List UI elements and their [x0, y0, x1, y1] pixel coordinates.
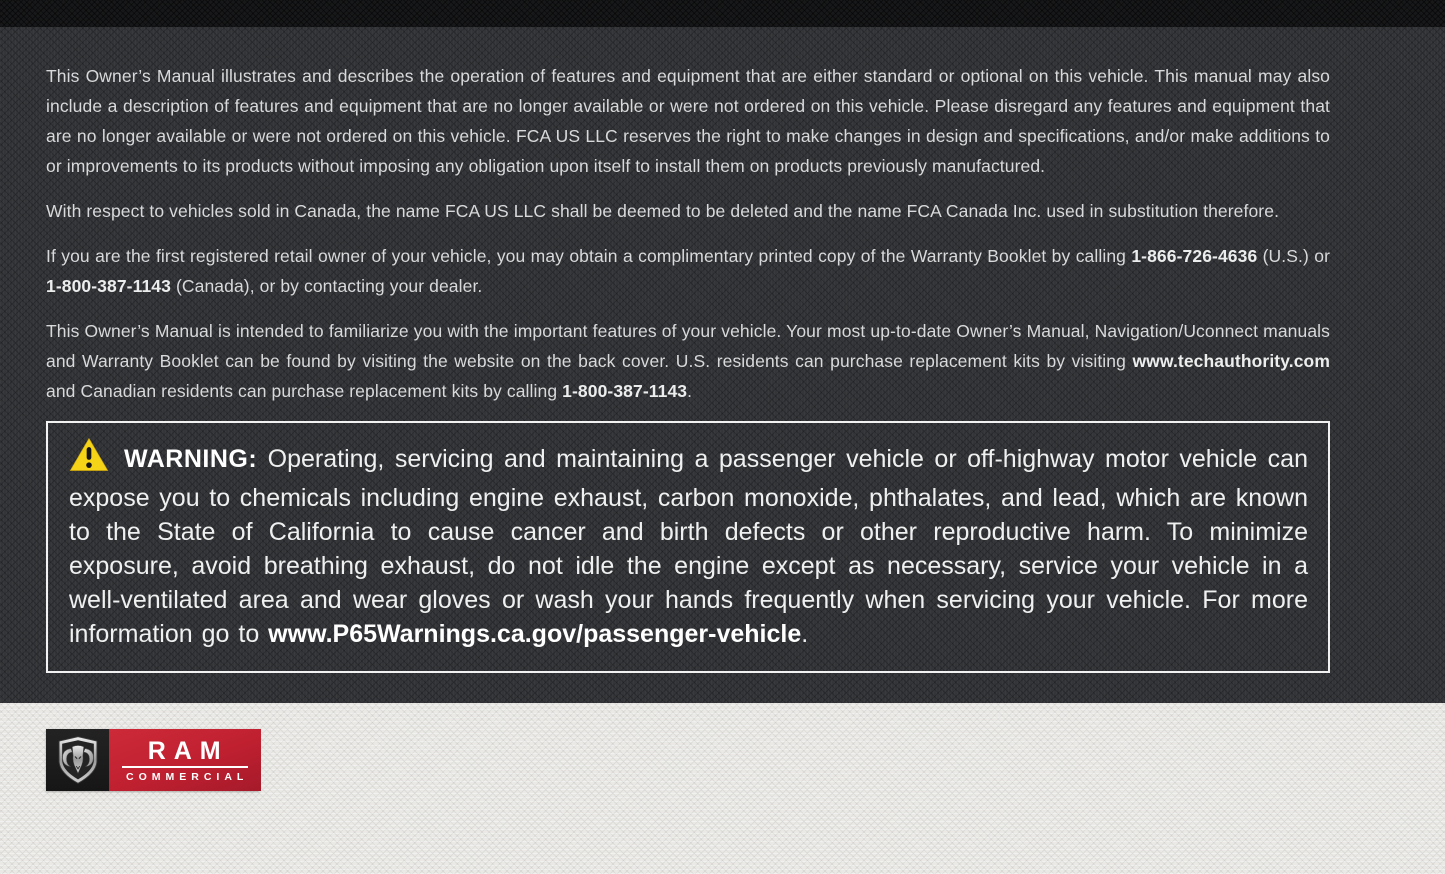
warranty-text-lead: If you are the first registered retail owner of your vehicle, you may obtain a complimentary printed copy of the Warranty Booklet by calling — [46, 246, 1132, 266]
warning-triangle-icon — [69, 437, 109, 481]
replacement-text-mid: and Canadian residents can purchase replacement kits by calling — [46, 381, 563, 401]
warranty-text-mid: (U.S.) or — [1257, 246, 1330, 266]
california-prop65-warning-box — [46, 421, 1330, 673]
warning-period: . — [801, 620, 809, 648]
ram-brand-name: RAM — [147, 736, 229, 765]
top-edge-band — [0, 0, 1445, 27]
paragraph-equipment-disclaimer: This Owner’s Manual illustrates and describes the operation of features and equipment that are either standard or optional on this vehicle. This manual may also include a description of features and equipment that are no longer available or were not ordered on this vehicle. Please disregard any features and equipment that are no longer available or were not ordered on this vehicle. FCA US LLC reserves the right to make changes in design and specifications, and/or make additions to or improvements to its products without imposing any obligation upon itself to install them on products previously manufactured. — [46, 66, 1330, 176]
p65warnings-url: www.P65Warnings.ca.gov/passenger-vehicle — [268, 620, 802, 648]
replacement-text-lead: This Owner’s Manual is intended to familiarize you with the important features of your vehicle. Your most up-to-date Owner’s Manual, Navigation/Uconnect manuals and Warranty Booklet can be found by visiting the website on the back cover. U.S. residents can purchase replacement kits by visiting — [46, 321, 1330, 371]
paragraph-canada-substitution: With respect to vehicles sold in Canada, the name FCA US LLC shall be deemed to be deleted and the name FCA Canada Inc. used in substitution therefore. — [46, 201, 1280, 221]
warning-label: WARNING: — [124, 445, 258, 473]
ram-commercial-label: COMMERCIAL — [126, 770, 249, 783]
replacement-text-tail: . — [687, 381, 693, 401]
ram-logo-text-panel — [109, 729, 261, 791]
logo-divider-rule — [122, 766, 248, 768]
techauthority-url: www.techauthority.com — [1132, 351, 1330, 371]
phone-number-canada: 1-800-387-1143 — [46, 276, 171, 296]
ram-head-emblem-icon — [46, 729, 109, 791]
bottom-strip — [0, 703, 1445, 874]
manual-intro-section — [0, 27, 1445, 703]
paragraph-warranty-booklet — [46, 241, 1330, 301]
warranty-text-tail: (Canada), or by contacting your dealer. — [170, 276, 483, 296]
phone-number-us: 1-866-726-4636 — [1131, 246, 1258, 266]
phone-number-canada-repeat: 1-800-387-1143 — [562, 381, 688, 401]
warning-body-text: Operating, servicing and maintaining a passenger vehicle or off-highway motor vehicle can expose you to chemicals including engine exhaust, carbon monoxide, phthalates, and lead, which are known to the State of California to cause cancer and birth defects or other reproductive harm. To minimize exposure, avoid breathing exhaust, do not idle the engine except as necessary, service your vehicle in a well-ventilated area and wear gloves or wash your hands frequently when servicing your vehicle. For more information go to — [69, 445, 1308, 648]
ram-commercial-logo — [46, 729, 259, 791]
paragraph-replacement-kits — [46, 316, 1330, 406]
